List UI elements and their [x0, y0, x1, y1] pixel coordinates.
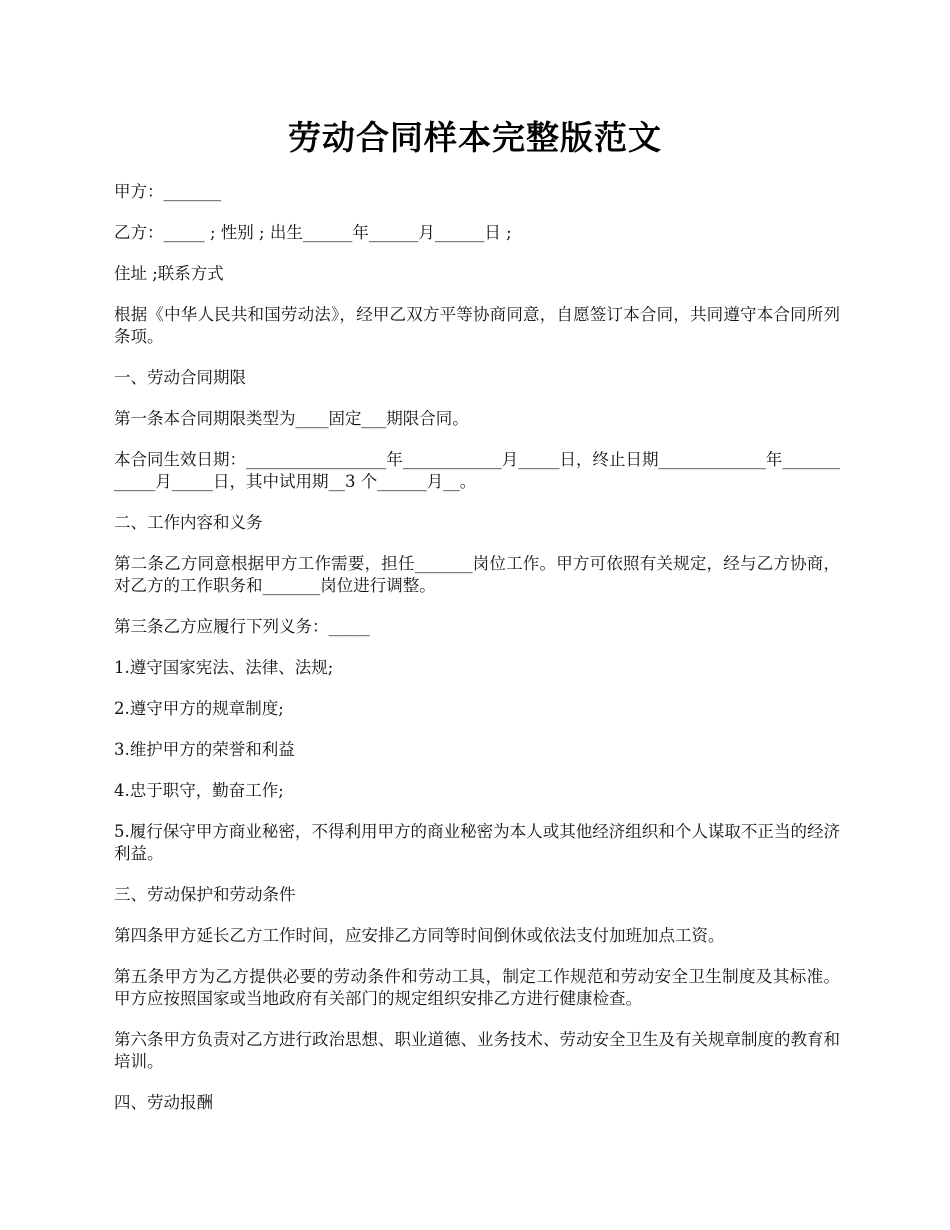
preamble-paragraph: 根据《中华人民共和国劳动法》，经甲乙双方平等协商同意，自愿签订本合同，共同遵守本合同所列条项。 [114, 305, 840, 346]
section-heading-duties: 二、工作内容和义务 [114, 513, 263, 532]
effective-date-paragraph: 本合同生效日期：_________________年____________月_____日，终止日期_____________年____________月_____日，其中试用期__3 个______月__。 [114, 450, 840, 491]
article-3: 第三条乙方应履行下列义务：_____ [114, 617, 370, 636]
obligation-item-1: 1.遵守国家宪法、法律、法规; [114, 658, 334, 677]
article-6: 第六条甲方负责对乙方进行政治思想、职业道德、业务技术、劳动安全卫生及有关规章制度的教育和培训。 [114, 1030, 840, 1071]
article-1: 第一条本合同期限类型为____固定___期限合同。 [114, 409, 469, 428]
article-4: 第四条甲方延长乙方工作时间，应安排乙方同等时间倒休或依法支付加班加点工资。 [114, 926, 725, 945]
article-2: 第二条乙方同意根据甲方工作需要，担任_______岗位工作。甲方可依照有关规定，经与乙方协商，对乙方的工作职务和_______岗位进行调整。 [114, 554, 840, 595]
section-heading-protection: 三、劳动保护和劳动条件 [114, 885, 296, 904]
section-heading-term: 一、劳动合同期限 [114, 368, 246, 387]
article-5: 第五条甲方为乙方提供必要的劳动条件和劳动工具，制定工作规范和劳动安全卫生制度及其标准。 甲方应按照国家或当地政府有关部门的规定组织安排乙方进行健康检查。 [114, 967, 840, 1008]
document-body [114, 181, 840, 1133]
section-heading-remuneration: 四、劳动报酬 [114, 1093, 213, 1112]
obligation-item-2: 2.遵守甲方的规章制度; [114, 699, 284, 718]
document-title: 劳动合同样本完整版范文 [288, 118, 662, 157]
obligation-item-4: 4.忠于职守，勤奋工作; [114, 781, 284, 800]
address-contact-line: 住址 ;联系方式 [114, 264, 224, 283]
party-a-line: 甲方：_______ [114, 182, 222, 201]
party-b-line: 乙方：_____ ; 性别 ; 出生______年______月______日 ; [114, 223, 512, 242]
obligation-item-5: 5.履行保守甲方商业秘密，不得利用甲方的商业秘密为本人或其他经济组织和个人谋取不正当的经济利益。 [114, 822, 840, 863]
obligation-item-3: 3.维护甲方的荣誉和利益 [114, 740, 295, 759]
